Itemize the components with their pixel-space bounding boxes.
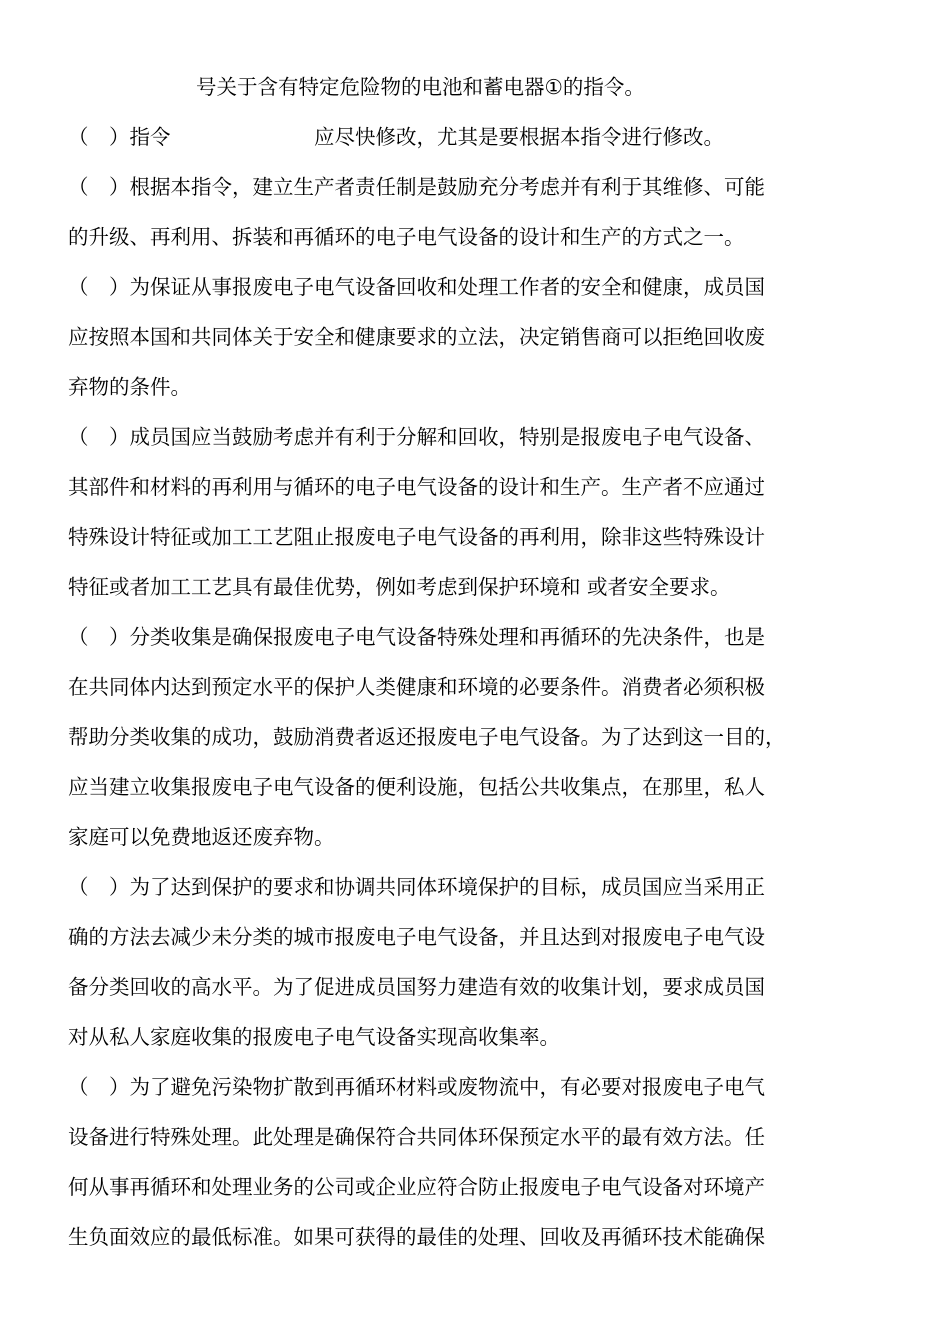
text-line: （ ）分类收集是确保报废电子电气设备特殊处理和再循环的先决条件，也是: [68, 625, 765, 649]
text-line: 何从事再循环和处理业务的公司或企业应符合防止报废电子电气设备对环境产: [68, 1175, 765, 1199]
text-line: 设备进行特殊处理。此处理是确保符合共同体环保预定水平的最有效方法。任: [68, 1125, 765, 1149]
text-line: 生负面效应的最低标准。如果可获得的最佳的处理、回收及再循环技术能确保: [68, 1225, 765, 1249]
text-line: （ ）成员国应当鼓励考虑并有利于分解和回收，特别是报废电子电气设备、: [68, 425, 765, 449]
text-line: 备分类回收的高水平。为了促进成员国努力建造有效的收集计划，要求成员国: [68, 975, 765, 999]
text-line: 在共同体内达到预定水平的保护人类健康和环境的必要条件。消费者必须积极: [68, 675, 765, 699]
text-line: （ ）指令 应尽快修改，尤其是要根据本指令进行修改。: [68, 125, 724, 149]
text-line: 号关于含有特定危险物的电池和蓄电器①的指令。: [196, 75, 645, 99]
text-line: （ ）为了避免污染物扩散到再循环材料或废物流中，有必要对报废电子电气: [68, 1075, 765, 1099]
text-line: 特征或者加工工艺具有最佳优势，例如考虑到保护环境和 或者安全要求。: [68, 575, 731, 599]
text-line: 应按照本国和共同体关于安全和健康要求的立法，决定销售商可以拒绝回收废: [68, 325, 765, 349]
text-line: 特殊设计特征或加工工艺阻止报废电子电气设备的再利用，除非这些特殊设计: [68, 525, 765, 549]
text-line: 应当建立收集报废电子电气设备的便利设施，包括公共收集点，在那里，私人: [68, 775, 765, 799]
text-line: 弃物的条件。: [68, 375, 191, 399]
text-line: 其部件和材料的再利用与循环的电子电气设备的设计和生产。生产者不应通过: [68, 475, 765, 499]
text-line: （ ）为了达到保护的要求和协调共同体环境保护的目标，成员国应当采用正: [68, 875, 765, 899]
text-line: 的升级、再利用、拆装和再循环的电子电气设备的设计和生产的方式之一。: [68, 225, 745, 249]
text-line: 家庭可以免费地返还废弃物。: [68, 825, 335, 849]
text-line: （ ）为保证从事报废电子电气设备回收和处理工作者的安全和健康，成员国: [68, 275, 765, 299]
text-line: 对从私人家庭收集的报废电子电气设备实现高收集率。: [68, 1025, 560, 1049]
text-line: （ ）根据本指令，建立生产者责任制是鼓励充分考虑并有利于其维修、可能: [68, 175, 765, 199]
text-line: 确的方法去减少未分类的城市报废电子电气设备，并且达到对报废电子电气设: [68, 925, 765, 949]
text-line: 帮助分类收集的成功，鼓励消费者返还报废电子电气设备。为了达到这一目的，: [68, 725, 786, 749]
